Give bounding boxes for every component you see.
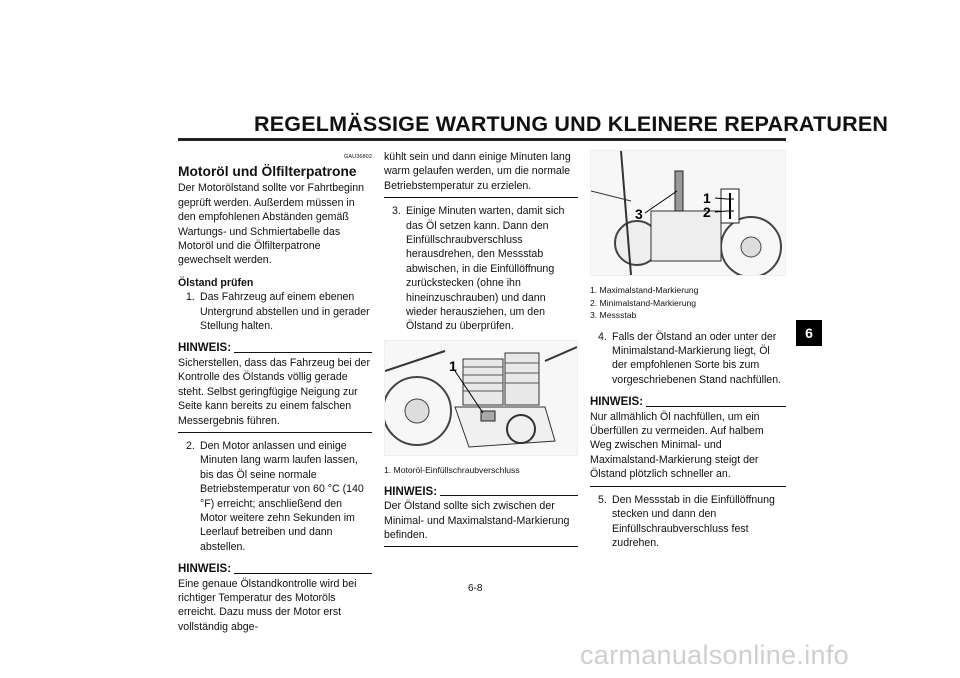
step-text: Den Messstab in die Einfüllöffnung stecken und dann den Einfüllschraubverschluss fest zudrehen. (612, 493, 775, 549)
figure-caption-2: 2. Minimalstand-Markierung (590, 297, 697, 308)
step-5 (590, 493, 786, 551)
note-end-rule (590, 486, 786, 487)
title-rule (178, 138, 786, 141)
dipstick-illustration (590, 150, 786, 276)
page-number: 6-8 (468, 583, 483, 594)
step-text: Einige Minuten warten, damit sich das Öl setzen kann. Dann den Einfüllschraubverschluss herausdrehen, den Messstab abwischen, in die Einfüllöffnung zurückstecken (ohne ihn hineinzuschrauben) und dann wieder herausziehen, um den Ölstand zu überprüfen. (406, 205, 565, 333)
watermark: carmanualsonline.info (580, 640, 849, 670)
step-4 (590, 330, 786, 388)
step-number: 5. (598, 493, 607, 506)
note-end-rule (384, 546, 578, 547)
note-label: HINWEIS: (178, 563, 232, 576)
figure-callout-1: 1 (703, 190, 711, 206)
note-text: Der Ölstand sollte sich zwischen der Minimal- und Maximalstand-Markierung befinden. (384, 500, 570, 541)
step-text: Den Motor anlassen und einige Minuten lang warm laufen lassen, bis das Öl seine normale Betriebstemperatur von 60 °C (140 °F) erreicht; anschließend den Motor weitere zehn Sekunden im Leerlauf betreiben und dann abstellen. (200, 439, 364, 553)
step-number: 4. (598, 330, 607, 343)
intro-paragraph: Der Motorölstand sollte vor Fahrtbeginn geprüft werden. Außerdem müssen in den empfohlenen Abständen gemäß Wartungs- und Schmiertabelle das Motoröl und die Ölfilterpatrone gewechselt werden. (178, 182, 365, 267)
note-text: Eine genaue Ölstandkontrolle wird bei richtiger Temperatur des Motoröls erreicht. Dazu muss der Motor erst vollständig abge- (178, 577, 357, 633)
step-text: Falls der Ölstand an oder unter der Minimalstand-Markierung liegt, Öl der empfohlenen Sorte bis zum vorgeschriebenen Stand nachfüllen. (612, 330, 782, 386)
note-label: HINWEIS: (178, 342, 232, 355)
step-number: 2. (186, 439, 195, 452)
column-right (590, 150, 786, 550)
chapter-tab: 6 (796, 320, 822, 346)
section-code: GAU36802 (343, 154, 372, 160)
note-text: Nur allmählich Öl nachfüllen, um ein Überfüllen zu vermeiden. Auf halbem Weg zwischen Minimal- und Maximalstand-Markierung steigt der Ölstand plötzlich schneller an. (590, 410, 764, 481)
figure-caption-1: 1. Maximalstand-Markierung (590, 285, 699, 296)
note-heading (178, 341, 372, 355)
figure-callout-2: 2 (703, 204, 711, 220)
figure-callout-3: 3 (635, 206, 643, 222)
column-middle (384, 150, 578, 553)
note-label: HINWEIS: (384, 485, 438, 498)
note-heading (590, 395, 786, 409)
step-1 (178, 290, 372, 333)
engine-illustration (384, 340, 578, 456)
step-number: 3. (392, 205, 401, 218)
step-3 (384, 204, 578, 334)
note-heading (384, 485, 578, 499)
figure-callout: 1 (449, 357, 457, 374)
figure-caption-3: 3. Messstab (590, 310, 637, 321)
column-left (178, 150, 372, 634)
figure-caption: 1. Motoröl-Einfüllschraubverschluss (384, 465, 520, 476)
step-2 (178, 439, 372, 554)
note-text-continued: kühlt sein und dann einige Minuten lang warm gelaufen werden, um die normale Betriebstemperatur zu erzielen. (384, 151, 571, 192)
note-label: HINWEIS: (590, 396, 644, 409)
note-text: Sicherstellen, dass das Fahrzeug bei der Kontrolle des Ölstands völlig gerade steht. Selbst geringfügige Neigung zur Seite kann bereits zu einem falschen Messergebnis führen. (178, 356, 370, 427)
note-heading (178, 562, 372, 576)
subheading: Ölstand prüfen (178, 276, 254, 289)
section-title: Motoröl und Ölfilterpatrone (178, 164, 357, 180)
note-end-rule (178, 432, 372, 433)
step-number: 1. (186, 291, 195, 304)
note-end-rule (384, 197, 578, 198)
page-title: REGELMÄSSIGE WARTUNG UND KLEINERE REPARATUREN (254, 112, 889, 136)
step-text: Das Fahrzeug auf einem ebenen Untergrund abstellen und in gerader Stellung halten. (200, 291, 370, 333)
